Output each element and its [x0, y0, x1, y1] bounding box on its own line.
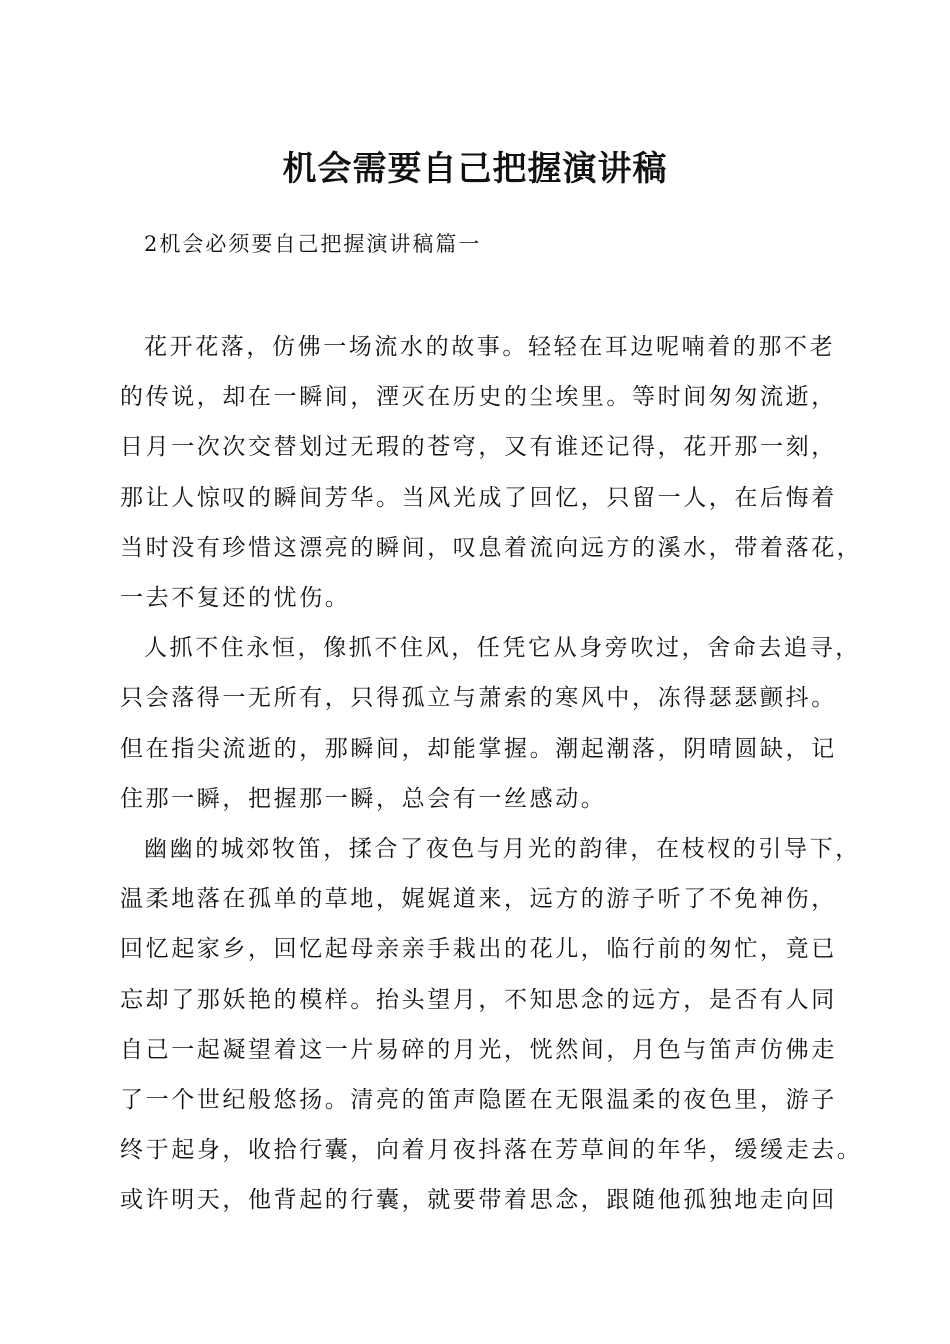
document-title: 机会需要自己把握演讲稿 — [282, 149, 668, 189]
paragraph-line: 花开花落，仿佛一场流水的故事。轻轻在耳边呢喃着的那不老 — [144, 334, 836, 360]
paragraph-line: 住那一瞬，把握那一瞬，总会有一丝感动。 — [120, 785, 607, 812]
paragraph-line: 幽幽的城郊牧笛，揉合了夜色与月光的韵律，在枝杈的引导下， — [144, 836, 861, 863]
paragraph-line: 自己一起凝望着这一片易碎的月光，恍然间，月色与笛声仿佛走 — [120, 1036, 837, 1063]
document-body — [120, 322, 863, 1226]
paragraph-line: 回忆起家乡，回忆起母亲亲手栽出的花儿，临行前的匆忙，竟已 — [120, 936, 837, 963]
paragraph-line: 只会落得一无所有，只得孤立与萧索的寒风中，冻得瑟瑟颤抖。 — [120, 685, 837, 712]
paragraph-line: 终于起身，收拾行囊，向着月夜抖落在芳草间的年华，缓缓走去。 — [120, 1137, 863, 1164]
paragraph — [120, 824, 863, 1226]
paragraph-line: 温柔地落在孤单的草地，娓娓道来，远方的游子听了不免神伤， — [120, 886, 837, 913]
paragraph-line: 或许明天，他背起的行囊，就要带着思念，跟随他孤独地走向回 — [120, 1187, 837, 1214]
paragraph-line: 当时没有珍惜这漂亮的瞬间，叹息着流向远方的溪水，带着落花， — [120, 534, 863, 561]
paragraph-line: 的传说，却在一瞬间，湮灭在历史的尘埃里。等时间匆匆流逝， — [120, 384, 837, 411]
paragraph-line: 了一个世纪般悠扬。清亮的笛声隐匿在无限温柔的夜色里，游子 — [120, 1087, 837, 1114]
paragraph-line: 一去不复还的忧伤。 — [120, 585, 351, 612]
paragraph — [120, 322, 863, 623]
paragraph-line: 日月一次次交替划过无瑕的苍穹，又有谁还记得，花开那一刻， — [120, 434, 837, 461]
paragraph-line: 人抓不住永恒，像抓不住风，任凭它从身旁吹过，舍命去追寻， — [144, 635, 861, 662]
paragraph-line: 但在指尖流逝的，那瞬间，却能掌握。潮起潮落，阴晴圆缺，记 — [120, 735, 837, 762]
document-subtitle: 2机会必须要自己把握演讲稿篇一 — [144, 232, 482, 256]
paragraph — [120, 623, 860, 824]
paragraph-line: 忘却了那妖艳的模样。抬头望月，不知思念的远方，是否有人同 — [120, 986, 837, 1013]
paragraph-line: 那让人惊叹的瞬间芳华。当风光成了回忆，只留一人，在后悔着 — [120, 484, 837, 511]
